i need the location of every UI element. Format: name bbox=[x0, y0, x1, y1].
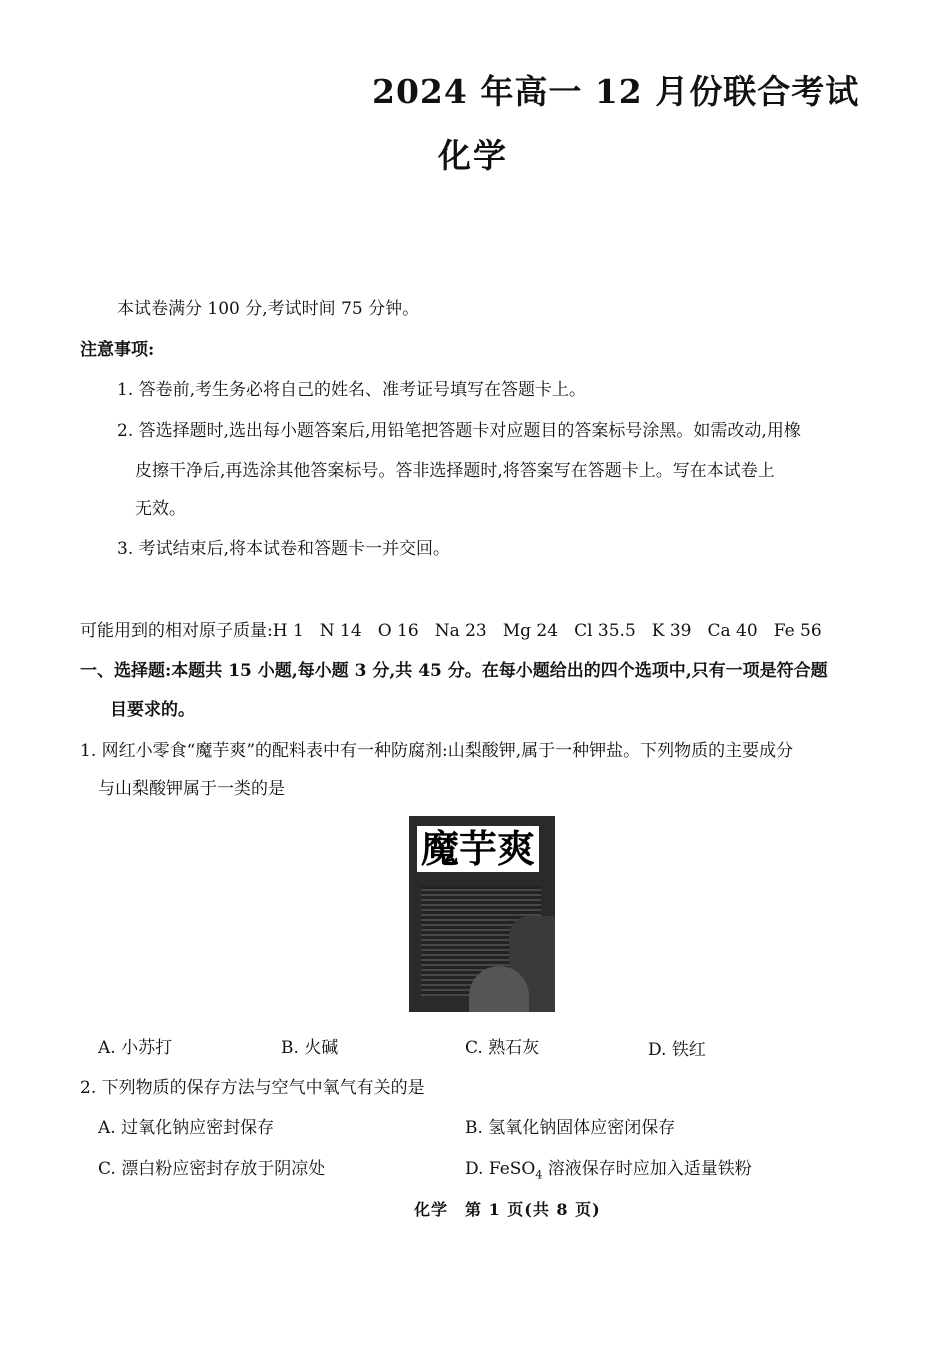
note-item-2-line-3: 无效。 bbox=[135, 499, 186, 519]
note-item-2-line-2: 皮擦干净后,再选涂其他答案标号。答非选择题时,将答案写在答题卡上。写在本试卷上 bbox=[135, 461, 775, 481]
mass-item: K 39 bbox=[651, 621, 692, 641]
q1-option-d: D. 铁红 bbox=[648, 1040, 706, 1060]
note-item-3: 3. 考试结束后,将本试卷和答题卡一并交回。 bbox=[117, 539, 451, 559]
snack-package-photo bbox=[409, 816, 555, 1012]
mass-item: Cl 35.5 bbox=[574, 621, 636, 641]
q1-stem-line-1: 1. 网红小零食“魔芋爽”的配料表中有一种防腐剂:山梨酸钾,属于一种钾盐。下列物质的主要成分 bbox=[80, 741, 794, 761]
mass-item: Fe 56 bbox=[773, 621, 822, 641]
q2-option-c: C. 漂白粉应密封存放于阴凉处 bbox=[98, 1159, 326, 1179]
q1-stem-line-2: 与山梨酸钾属于一类的是 bbox=[98, 779, 285, 799]
q1-option-b: B. 火碱 bbox=[281, 1038, 339, 1058]
q1-option-a: A. 小苏打 bbox=[98, 1038, 173, 1058]
q2-option-d-text: 溶液保存时应加入适量铁粉 bbox=[542, 1159, 752, 1179]
q2-option-d bbox=[465, 1154, 752, 1181]
note-item-2-line-1: 2. 答选择题时,选出每小题答案后,用铅笔把答题卡对应题目的答案标号涂黑。如需改动,用橡 bbox=[117, 421, 801, 441]
q2-option-b: B. 氢氧化钠固体应密闭保存 bbox=[465, 1118, 676, 1138]
mass-item: Ca 40 bbox=[707, 621, 758, 641]
q2-option-a: A. 过氧化钠应密封保存 bbox=[98, 1118, 275, 1138]
subject-title: 化学 bbox=[438, 136, 508, 175]
mass-item: N 14 bbox=[319, 621, 362, 641]
mass-item: H 1 bbox=[272, 621, 304, 641]
note-item-1: 1. 答卷前,考生务必将自己的姓名、准考证号填写在答题卡上。 bbox=[117, 380, 587, 400]
mass-item: O 16 bbox=[377, 621, 419, 641]
q1-option-c: C. 熟石灰 bbox=[465, 1038, 540, 1058]
q2-option-d-subscript: 4 bbox=[535, 1168, 543, 1182]
mass-item: Mg 24 bbox=[502, 621, 559, 641]
section-1-heading-cont: 目要求的。 bbox=[110, 700, 195, 720]
section-1-heading: 一、选择题:本题共 15 小题,每小题 3 分,共 45 分。在每小题给出的四个选项中,只有一项是符合题 bbox=[80, 661, 828, 681]
intro-text: 本试卷满分 100 分,考试时间 75 分钟。 bbox=[117, 299, 420, 319]
q2-option-d-formula: D. FeSO bbox=[465, 1159, 536, 1179]
atomic-masses bbox=[80, 616, 838, 641]
atomic-masses-label: 可能用到的相对原子质量: bbox=[80, 621, 273, 641]
notes-heading: 注意事项: bbox=[80, 340, 155, 360]
q2-stem: 2. 下列物质的保存方法与空气中氧气有关的是 bbox=[80, 1078, 425, 1098]
page-footer: 化学 第 1 页(共 8 页) bbox=[414, 1200, 601, 1219]
package-brand-text: 魔芋爽 bbox=[417, 826, 539, 872]
mass-item: Na 23 bbox=[434, 621, 487, 641]
exam-title: 2024 年高一 12 月份联合考试 bbox=[372, 72, 860, 111]
